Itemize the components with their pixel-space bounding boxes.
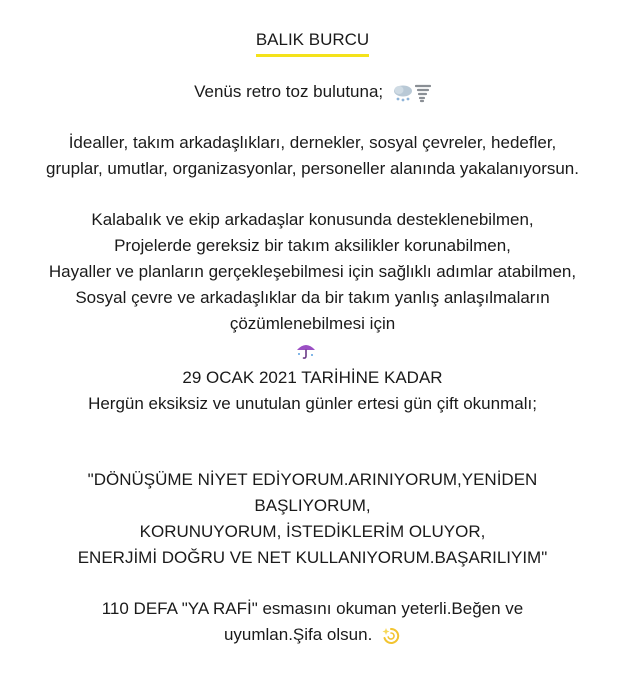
affirmation-line-3: KORUNUYORUM, İSTEDİKLERİM OLUYOR, xyxy=(139,522,486,541)
dizzy-sparkle-icon xyxy=(381,626,401,646)
intro-text: Venüs retro toz bulutuna; xyxy=(194,82,384,101)
closing-line-2 xyxy=(0,623,625,647)
affirmation-line-1: "DÖNÜŞÜME NİYET EDİYORUM.ARINIYORUM,YENİDEN xyxy=(87,470,538,489)
paragraph2-line-5: çözümlenebilmesi için xyxy=(229,314,396,333)
closing-line-2-text: uyumlan.Şifa olsun. xyxy=(223,625,373,644)
date-line: 29 OCAK 2021 TARİHİNE KADAR xyxy=(182,368,443,387)
paragraph2-line-3: Hayaller ve planların gerçekleşebilmesi için sağlıklı adımlar atabilmen, xyxy=(48,262,577,281)
umbrella-rain-icon xyxy=(295,340,317,360)
instruction-line: Hergün eksiksiz ve unutulan günler ertesi gün çift okunmalı; xyxy=(88,394,537,413)
paragraph1-line-1: İdealler, takım arkadaşlıkları, dernekler, sosyal çevreler, hedefler, xyxy=(68,133,557,152)
snow-cloud-icon xyxy=(392,83,414,103)
title-wrap xyxy=(0,28,625,57)
paragraph2-line-2: Projelerde gereksiz bir takım aksilikler korunabilmen, xyxy=(114,236,511,255)
page-title: BALIK BURCU xyxy=(256,28,369,57)
intro-line xyxy=(0,80,625,104)
paragraph2-line-1: Kalabalık ve ekip arkadaşlar konusunda desteklenebilmen, xyxy=(91,210,534,229)
paragraph2-line-4: Sosyal çevre ve arkadaşlıklar da bir takım yanlış anlaşılmaların xyxy=(75,288,550,307)
closing-line-1: 110 DEFA "YA RAFİ" esmasını okuman yeterli.Beğen ve xyxy=(101,599,524,618)
paragraph1-line-2: gruplar, umutlar, organizasyonlar, personeller alanında yakalanıyorsun. xyxy=(46,159,579,178)
affirmation-line-4: ENERJİMİ DOĞRU VE NET KULLANIYORUM.BAŞARILIYIM" xyxy=(77,548,548,567)
tornado-icon xyxy=(415,83,431,103)
affirmation-line-2: BAŞLIYORUM, xyxy=(254,496,371,515)
